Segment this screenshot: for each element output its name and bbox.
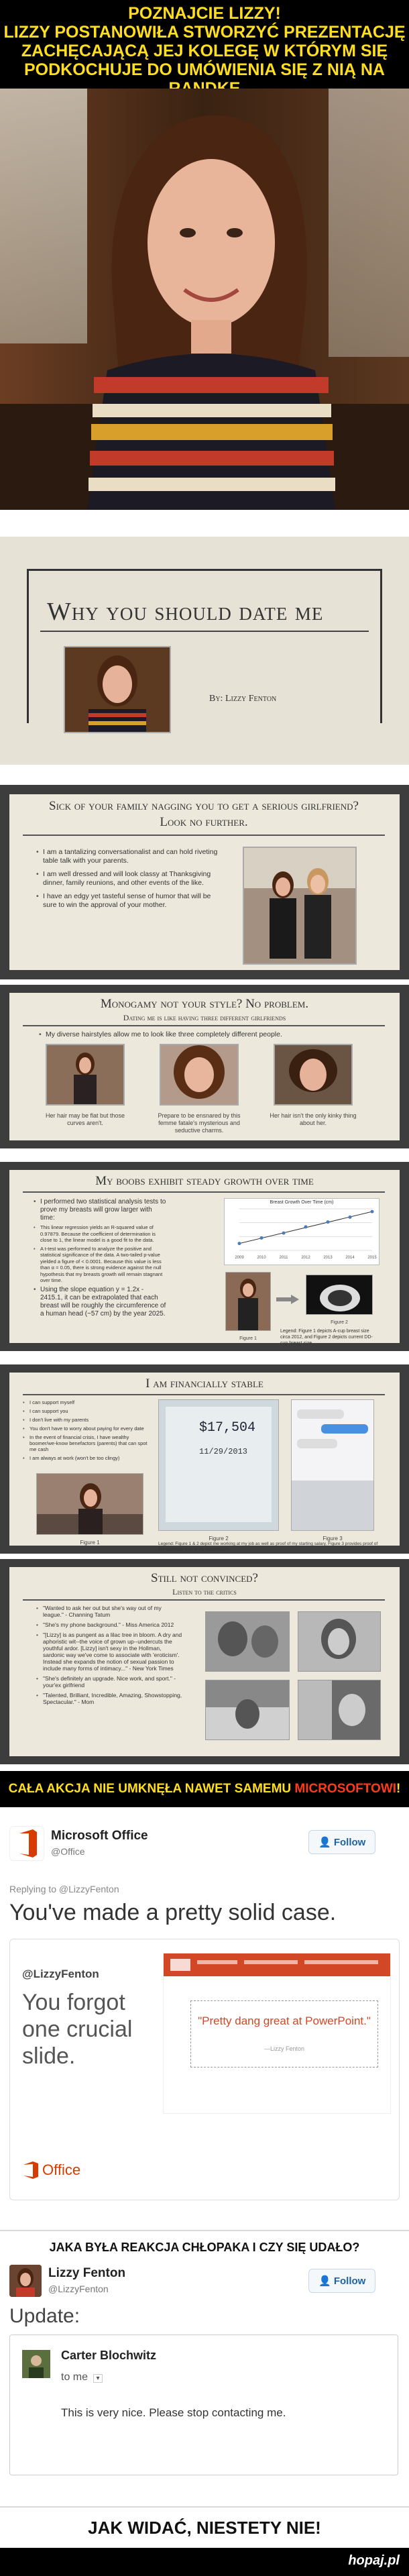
main-photo <box>0 89 409 510</box>
x-tick-label: 2011 <box>279 1256 288 1260</box>
bullet-item: • My diverse hairstyles allow me to look like three completely different people. <box>39 1030 361 1039</box>
hair-photo-2 <box>160 1044 239 1106</box>
bullet-item: • I can support you <box>23 1408 150 1414</box>
bullet-list <box>36 848 224 914</box>
data-point <box>238 1242 241 1245</box>
portrait-image <box>0 89 409 510</box>
slide-frame-line <box>27 569 29 723</box>
spacer <box>0 1764 409 1771</box>
quote-item: • "Talented, Brilliant, Incredible, Amazing, Showstopping, Spectacular." - Mom <box>36 1692 184 1705</box>
slide-title-text: Sick of your family nagging you to get a serious girlfriend? Look no further. <box>49 799 359 829</box>
dropdown-icon[interactable]: ▾ <box>93 2374 102 2383</box>
spacer <box>0 1554 409 1559</box>
header-highlight: MICROSOFTOWI <box>294 1782 397 1796</box>
fig1-label: Figure 1 <box>239 1336 257 1341</box>
check-amount: $17,504 <box>199 1420 256 1436</box>
tweet-microsoft <box>0 1807 409 2230</box>
data-point <box>260 1236 264 1240</box>
header-reaction: JAKA BYŁA REAKCJA CHŁOPAKA I CZY SIĘ UDAŁO? <box>0 2231 409 2263</box>
card-handle: @LizzyFenton <box>22 1968 99 1980</box>
email-to-label: to me <box>61 2371 89 2383</box>
bullet-item: • In the event of financial crisis, I have wealthy boomer/we-know benefactors (parents) that can spot me cash <box>23 1434 150 1452</box>
slide-title <box>0 537 409 765</box>
spacer <box>0 1148 409 1162</box>
hair-photo-3 <box>274 1044 353 1106</box>
fig3-label: Figure 3 <box>323 1536 343 1542</box>
fig2-photo <box>306 1275 373 1315</box>
fig2-label: Figure 2 <box>209 1536 229 1542</box>
slide-hairstyles <box>0 985 409 1148</box>
slide-divider <box>23 1599 385 1601</box>
replying-to[interactable]: Replying to @LizzyFenton <box>9 1884 119 1894</box>
bullet-item: • You don't have to worry about paying for every date <box>23 1426 150 1432</box>
header-line: PODKOCHUJE DO UMÓWIENIA SIĘ Z NIĄ NA <box>24 60 385 79</box>
tweet-card[interactable] <box>9 1939 400 2200</box>
tweet-text: You've made a pretty solid case. <box>9 1900 337 1925</box>
phone-photo <box>291 1399 374 1531</box>
tweet-text: Update: <box>9 2305 80 2327</box>
data-point <box>304 1225 308 1228</box>
spacer <box>0 510 409 537</box>
slide-frame-line <box>27 569 382 571</box>
bullet-list <box>39 1030 361 1044</box>
slide-divider <box>23 835 385 836</box>
header-conclusion: JAK WIDAĆ, NIESTETY NIE! <box>0 2508 409 2548</box>
x-tick-label: 2009 <box>235 1256 244 1260</box>
follow-label: Follow <box>333 2275 366 2287</box>
lizzy-avatar[interactable] <box>9 2265 42 2297</box>
bullet-list <box>34 1198 168 1323</box>
tweet-author-handle[interactable]: @LizzyFenton <box>48 2284 109 2294</box>
fig1-label: Figure 1 <box>80 1540 100 1546</box>
bottom-bar <box>0 2548 409 2576</box>
sender-avatar <box>22 2350 50 2378</box>
quote-list <box>36 1605 184 1710</box>
ppt-quote-box <box>190 2000 378 2068</box>
header-line: LIZZY POSTANOWIŁA STWORZYĆ PREZENTACJĘ <box>3 23 406 42</box>
chart-title: Breast Growth Over Time (cm) <box>270 1200 334 1205</box>
growth-chart <box>224 1198 379 1265</box>
watermark[interactable]: hopaj.pl <box>348 2553 400 2568</box>
bullet-item: • I don't live with my parents <box>23 1417 150 1423</box>
check-date: 11/29/2013 <box>199 1447 248 1456</box>
fig1-photo <box>225 1272 271 1331</box>
hair-photo-1 <box>46 1044 125 1106</box>
slide-financial <box>0 1364 409 1554</box>
slide-divider <box>23 1394 385 1395</box>
hair-caption-3: Her hair isn't the only kinky thing about her. <box>270 1112 357 1126</box>
financial-legend: Legend: Figure 1 & 2 depict me working at my job as well as proof of my starting salary. Figure 3 provides proof of the monetary loss to my benefactors. <box>158 1542 378 1552</box>
growth-legend: Legend: Figure 1 depicts A-cup breast size circa 2012, and Figure 2 depicts current DD-cup breast size. <box>280 1329 373 1346</box>
ppt-slide-mock <box>163 1953 391 2114</box>
data-point <box>282 1232 286 1235</box>
email-sender: Carter Blochwitz <box>61 2349 157 2362</box>
byline: By: Lizzy Fenton <box>209 694 277 704</box>
bullet-item: • I am always at work (won't be too clingy) <box>23 1455 150 1461</box>
follow-icon: 👤 <box>318 2275 331 2287</box>
slide-title-text: I am financially stable <box>145 1377 264 1391</box>
header-line: ZACHĘCAJĄCĄ JEJ KOLEGĘ W KTÓRYM SIĘ <box>21 42 388 60</box>
critic-photo-4 <box>298 1680 381 1740</box>
slide-family <box>0 785 409 979</box>
office-avatar[interactable] <box>9 1826 44 1861</box>
slide-title-text: Monogamy not your style? No problem. <box>100 997 309 1011</box>
family-photo <box>243 847 357 965</box>
tweet-lizzy <box>0 2263 409 2506</box>
follow-button[interactable] <box>308 2269 375 2293</box>
fig2-label: Figure 2 <box>331 1320 348 1325</box>
ppt-ribbon <box>164 1953 390 1976</box>
spacer <box>0 765 409 785</box>
email-card[interactable] <box>9 2334 398 2475</box>
critic-photo-2 <box>298 1611 381 1672</box>
bullet-item: • I have an edgy yet tasteful sense of humor that will be sure to win the approval of your mother. <box>36 892 224 910</box>
bullet-item: • I am a tantalizing conversationalist and can hold riveting table talk with your parents. <box>36 848 224 865</box>
slide-title-text: Why you should date me <box>47 598 324 626</box>
chart-plot <box>225 1205 379 1261</box>
slide-divider <box>23 1025 385 1026</box>
header-text: CAŁA AKCJA NIE UMKNĘŁA NAWET SAMEMU <box>8 1782 295 1796</box>
card-attribution: —Lizzy Fenton <box>264 2045 305 2052</box>
slide-title-text: Still not convinced? <box>151 1571 258 1585</box>
follow-icon: 👤 <box>318 1837 331 1848</box>
bullet-item: • I can support myself <box>23 1399 150 1405</box>
tweet-author-name[interactable]: Lizzy Fenton <box>48 2266 126 2280</box>
tweet-author-handle[interactable]: @Office <box>51 1846 85 1857</box>
card-quote: "Pretty dang great at PowerPoint." <box>198 2015 371 2027</box>
hair-caption-2: Prepare to be ensnared by this femme fatale's mysterious and seductive charms. <box>158 1112 241 1134</box>
slide-divider <box>23 1191 385 1193</box>
quote-item: • "[Lizzy] is as pungent as a lilac tree in bloom. A dry and aphoristic wit--the voice of grown up--undercuts the youthful ardor. [Lizzy] isn't sexy in the Hollman, sardonic way we've come to associate with 'eroticism'. Instead she expands the notion of sexual passion to include many forms of intimacy..." - New York Times <box>36 1631 184 1672</box>
email-body: This is very nice. Please stop contacting me. <box>61 2406 286 2419</box>
top-header <box>0 0 409 89</box>
slide-critics <box>0 1559 409 1764</box>
slide-subtitle: Listen to the critics <box>172 1587 237 1597</box>
slide-divider <box>40 631 369 632</box>
bullet-item: • This linear regression yields an R-squared value of 0.97879. Because the coefficient of determination is close to 1, the linear model is a good fit to the data. <box>34 1224 168 1244</box>
x-tick-label: 2014 <box>345 1256 355 1260</box>
x-tick-label: 2012 <box>301 1256 310 1260</box>
office-logo-icon <box>22 2161 40 2180</box>
bullet-item: • Using the slope equation y = 1.2x - 2415.1, it can be extrapolated that each breast will be roughly the circumference of a human head (~57 cm) by the year 2025. <box>34 1286 168 1318</box>
slide-title-text: My boobs exhibit steady growth over time <box>95 1174 314 1188</box>
data-point <box>371 1210 374 1214</box>
arrow-icon <box>276 1295 299 1304</box>
critic-photo-3 <box>205 1680 290 1740</box>
email-to <box>61 2371 103 2383</box>
quote-item: • "Wanted to ask her out but she's way out of my league." - Channing Tatum <box>36 1605 184 1618</box>
bullet-list <box>23 1399 150 1466</box>
office-logo <box>22 2161 80 2180</box>
title-photo <box>64 646 171 733</box>
card-text: You forgot one crucial slide. <box>22 1990 133 2069</box>
work-photo <box>36 1473 143 1535</box>
bullet-item: • A t-test was performed to analyze the positive and statistical significance of the data. A two-tailed p-value yielded a figure of < 0.0001. Because this value is less than α = 0.05, there is strong evidence against the null hypothesis that my breasts growth will remain stagnant over time. <box>34 1246 168 1284</box>
slide-subtitle: Dating me is like having three different girlfriends <box>123 1013 286 1022</box>
follow-label: Follow <box>333 1837 366 1848</box>
quote-item: • "She's definitely an upgrade. Nice work, and sport." - your'ex girlfriend <box>36 1675 184 1688</box>
data-point <box>327 1220 330 1224</box>
critic-photo-1 <box>205 1611 290 1672</box>
slide-growth <box>0 1162 409 1351</box>
follow-button[interactable] <box>308 1830 375 1854</box>
x-tick-label: 2010 <box>257 1256 266 1260</box>
data-point <box>349 1216 352 1219</box>
x-tick-label: 2015 <box>367 1256 377 1260</box>
slide-frame-line <box>380 569 382 723</box>
office-logo-text: Office <box>42 2161 81 2178</box>
x-tick-label: 2013 <box>323 1256 333 1260</box>
tweet-author-name[interactable]: Microsoft Office <box>51 1829 148 1843</box>
bullet-item: • I am well dressed and will look classy at Thanksgiving dinner, family reunions, and other events of the like. <box>36 870 224 888</box>
header-text: ! <box>396 1782 401 1796</box>
check-photo <box>158 1399 279 1531</box>
header-line: POZNAJCIE LIZZY! <box>128 4 281 23</box>
quote-item: • "She's my phone background." - Miss America 2012 <box>36 1621 184 1628</box>
header-microsoft <box>0 1771 409 1807</box>
spacer <box>0 1351 409 1364</box>
bullet-item: • I performed two statistical analysis tests to prove my breasts will grow larger with time: <box>34 1198 168 1222</box>
hair-caption-1: Her hair may be flat but those curves aren't. <box>45 1112 125 1126</box>
spacer <box>0 979 409 985</box>
